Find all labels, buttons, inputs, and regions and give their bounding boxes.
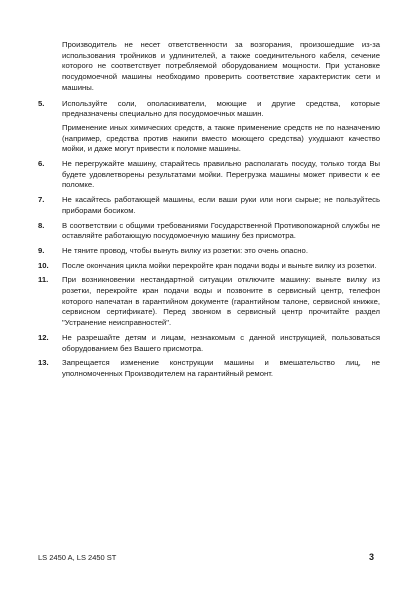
list-item-paragraph: Используйте соли, ополаскиватели, моющие и другие средства, которые предназначены специально для посудомоечных машин.: [62, 98, 380, 119]
list-item-paragraph: Не перегружайте машину, старайтесь правильно располагать посуду, только тогда Вы будете удовлетворены результатами мойки. Перегрузка машины может привести к ее поломке.: [62, 159, 380, 190]
numbered-list: [38, 99, 380, 380]
list-item-body: [62, 275, 380, 329]
footer-model: LS 2450 A, LS 2450 ST: [38, 553, 117, 562]
list-item-number: 12.: [38, 332, 49, 342]
list-item: [38, 246, 380, 257]
list-item-number: 11.: [38, 275, 49, 285]
page-footer: [38, 552, 374, 562]
list-item-number: 10.: [38, 260, 49, 270]
list-item-body: [62, 195, 380, 216]
list-item: [38, 99, 380, 156]
list-item-body: [62, 159, 380, 191]
list-item-number: 13.: [38, 358, 49, 368]
list-item-number: 8.: [38, 220, 45, 230]
list-item: [38, 159, 380, 191]
list-item: [38, 333, 380, 354]
list-item-body: [62, 261, 380, 272]
list-item-body: [62, 333, 380, 354]
list-item-body: [62, 221, 380, 242]
list-item-paragraph: Применение иных химических средств, а также применение средств не по назначению (например, средства против накипи вместо моющего средства) ухудшают качество мойки, и даже могут привести к поломке машины.: [62, 122, 380, 154]
list-item-paragraph: Не разрешайте детям и лицам, незнакомым с данной инструкцией, пользоваться оборудованием без Вашего присмотра.: [62, 332, 380, 353]
list-item: [38, 358, 380, 379]
list-item-paragraph: Не касайтесь работающей машины, если ваши руки или ноги сырые; не пользуйтесь приборами босиком.: [62, 195, 380, 215]
list-item-body: [62, 358, 380, 379]
list-item-paragraph: При возникновении нестандартной ситуации отключите машину: выньте вилку из розетки, перекройте кран подачи воды и позвоните в сервисный центр, телефон которого напечатан в гарантийном документе (гарантийном талоне, сервисной книжке, сервисном сертификате). Перед звонком в сервисный центр прочитайте раздел "Устранение неисправностей".: [62, 275, 380, 328]
list-item: [38, 221, 380, 242]
list-item-number: 7.: [38, 195, 45, 205]
list-item: [38, 195, 380, 216]
list-item-paragraph: В соответствии с общими требованиями Государственной Противопожарной службы не оставляйте работающую посудомоечную машину без присмотра.: [62, 220, 380, 241]
list-item: [38, 275, 380, 329]
list-item-paragraph: Не тяните провод, чтобы вынуть вилку из розетки: это очень опасно.: [62, 245, 308, 255]
list-item-paragraph: После окончания цикла мойки перекройте кран подачи воды и выньте вилку из розетки.: [62, 260, 377, 270]
page-content: [38, 40, 380, 384]
intro-paragraph: Производитель не несет ответственности за возгорания, произошедшие из-за использования тройников и удлинителей, а также соединительного кабеля, сечение которого не соответствует потребляемой оборудованием мощности. При установке посудомоечной машины необходимо проверить соответствие характеристик сети и машины.: [62, 40, 380, 92]
list-item: [38, 261, 380, 272]
list-item-body: [62, 246, 380, 257]
list-item-body: [62, 99, 380, 156]
list-item-number: 9.: [38, 245, 45, 255]
list-item-number: 5.: [38, 98, 45, 108]
page-number: 3: [368, 552, 374, 562]
list-item-paragraph: Запрещается изменение конструкции машины и вмешательство лиц, не уполномоченных Производителем на гарантийный ремонт.: [62, 358, 380, 378]
list-item-number: 6.: [38, 159, 45, 169]
